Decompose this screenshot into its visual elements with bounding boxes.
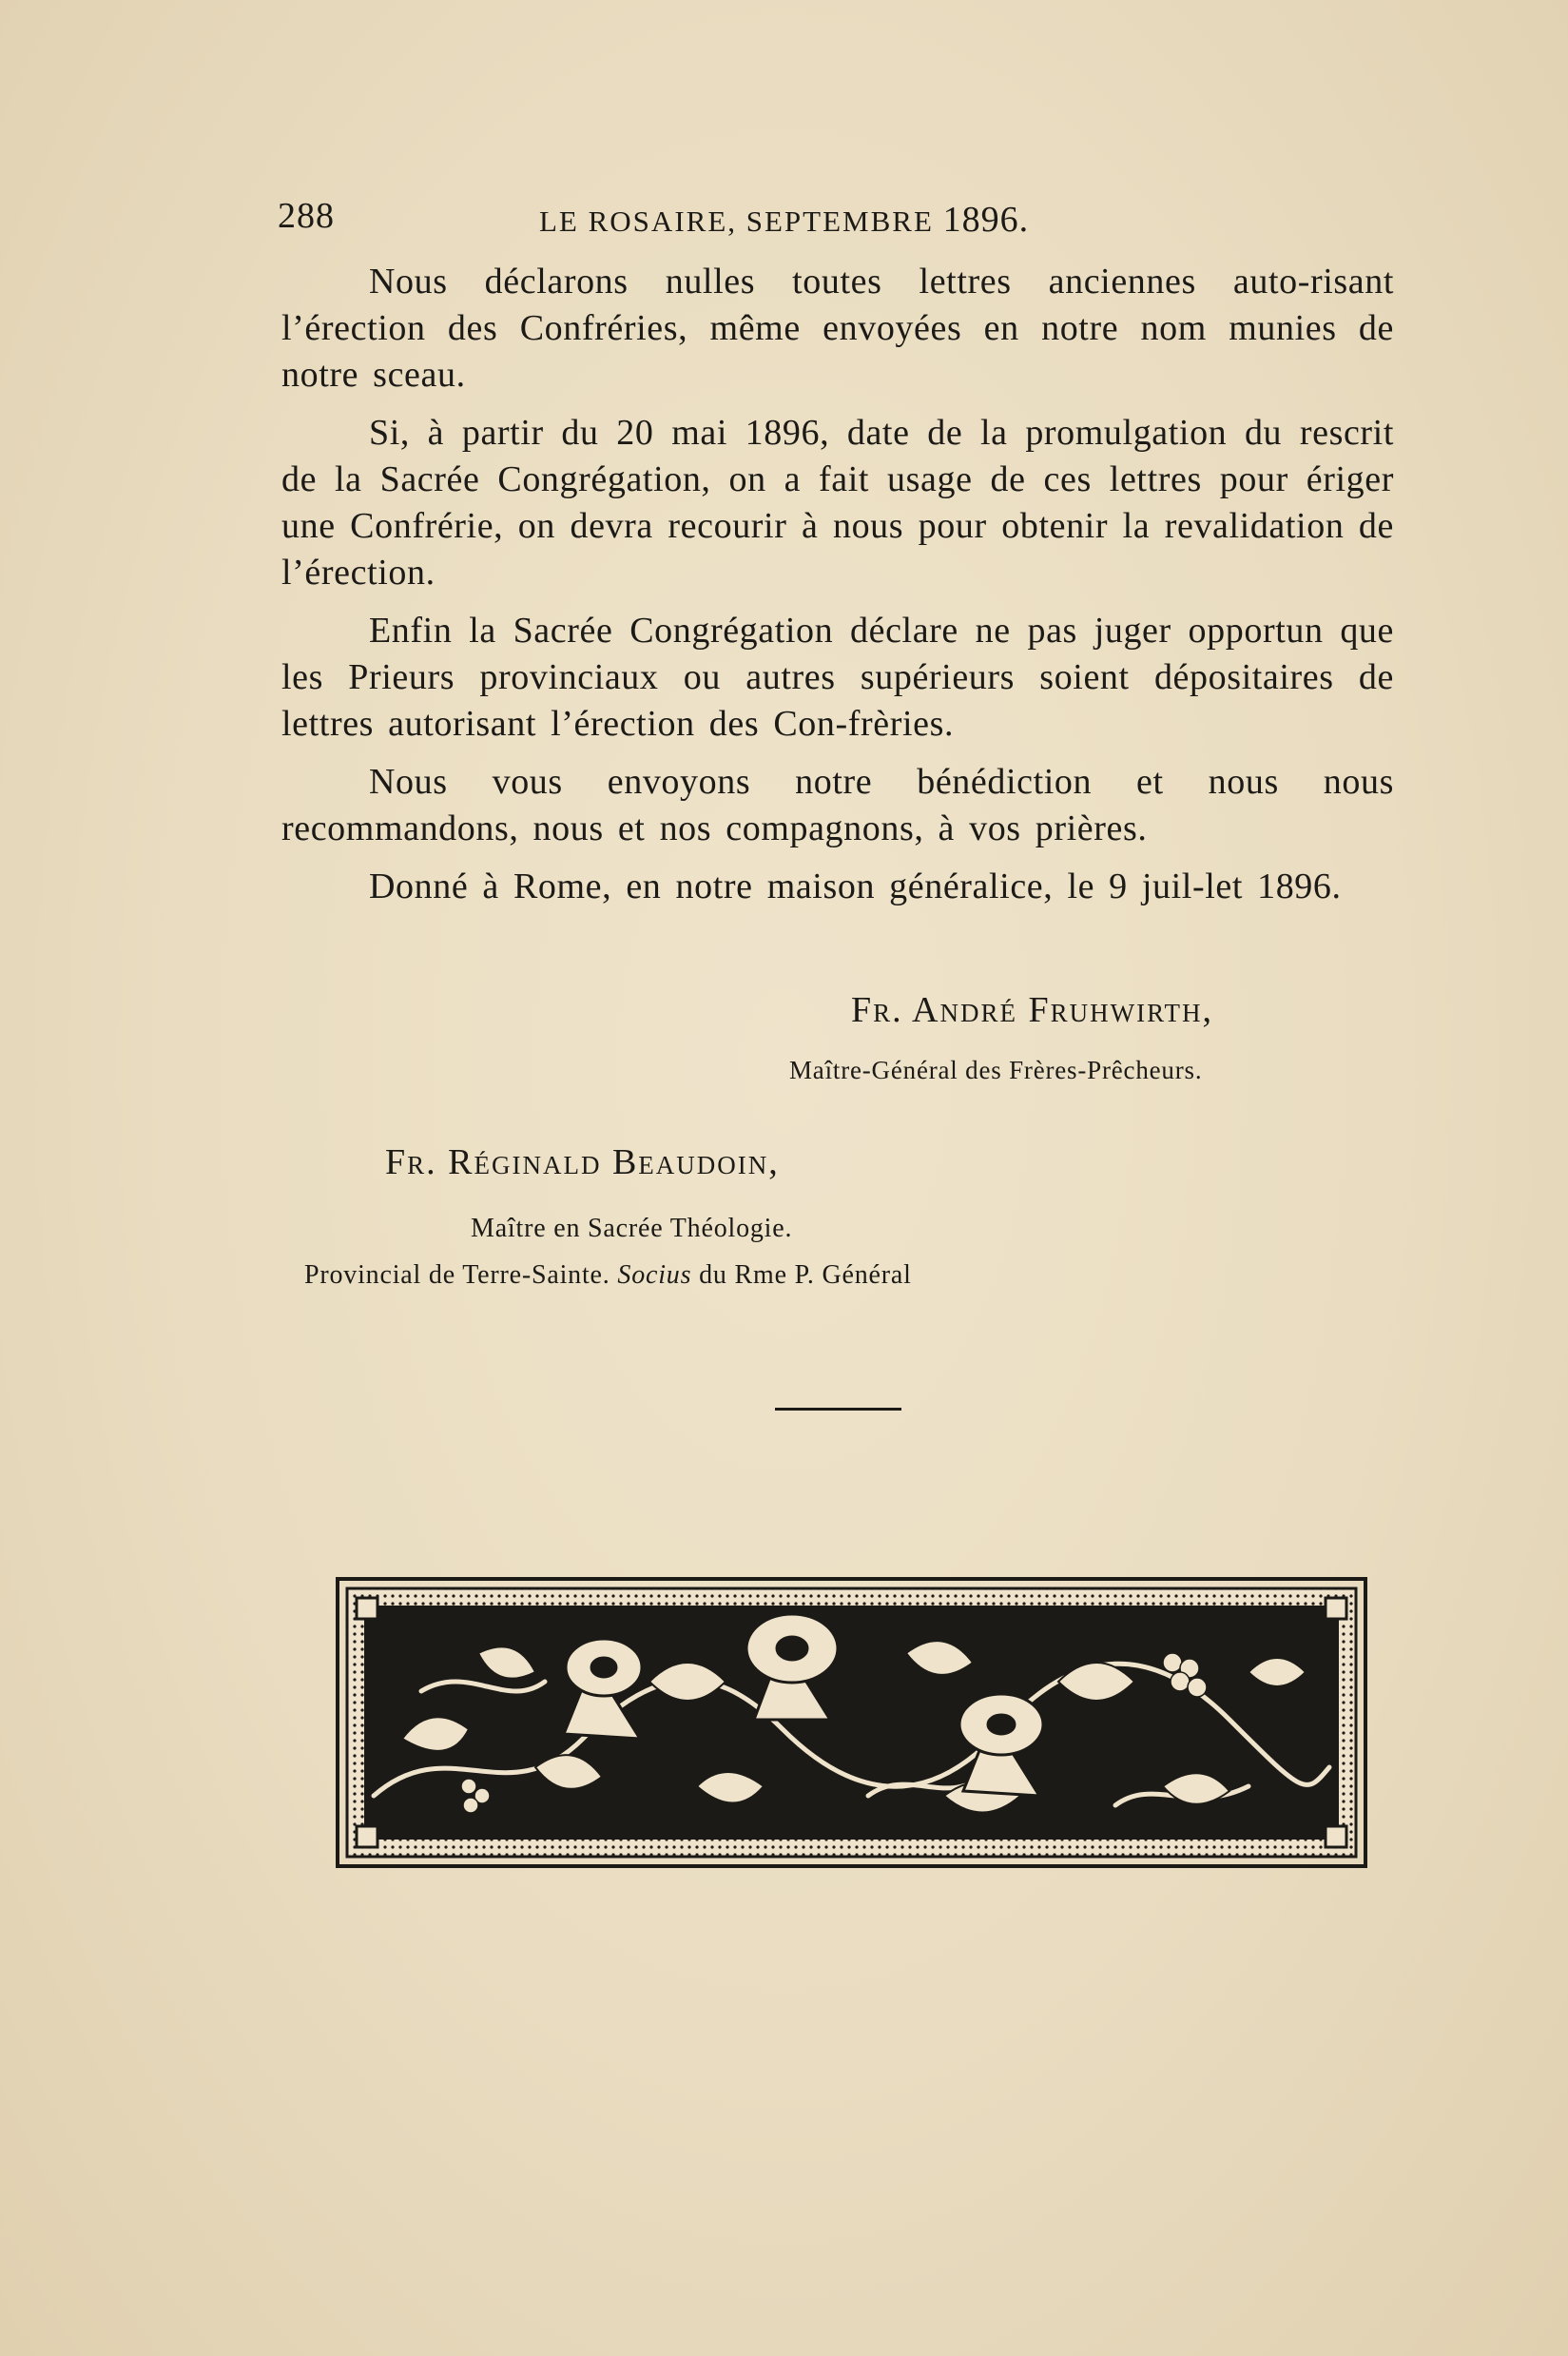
floral-vine-tailpiece-icon [336,1577,1367,1868]
section-rule [775,1408,901,1411]
signature-provincial-role [304,1260,912,1291]
role-socius: Socius [617,1260,692,1290]
page-header [278,195,1390,243]
paragraph: Nous vous envoyons notre bénédiction et nous nous recommandons, nous et nos compagnons, à vos prières. [281,762,1394,848]
paragraph: Nous déclarons nulles toutes lettres anciennes auto-risant l’érection des Confréries, même envoyées en notre nom munies de notre sceau. [281,262,1394,395]
paragraph: Enfin la Sacrée Congrégation déclare ne pas juger opportun que les Prieurs provinciaux ou autres supérieurs soient dépositaires de lettres autorisant l’érection des Con-frèries. [281,611,1394,744]
role-suffix: du Rme P. Général [699,1260,912,1290]
paragraph: Donné à Rome, en notre maison généralice, le 9 juil-let 1896. [369,866,1342,906]
body-text [281,259,1394,922]
signature-general-name: Fr. André Fruhwirth, [851,990,1213,1030]
signature-provincial-name: Fr. Réginald Beaudoin, [385,1142,780,1182]
role-prefix: Provincial de Terre-Sainte. [304,1260,610,1290]
signature-provincial-title: Maître en Sacrée Théologie. [471,1214,793,1243]
paragraph: Si, à partir du 20 mai 1896, date de la promulgation du rescrit de la Sacrée Congrégation, on a fait usage de ces lettres pour ériger une Confrérie, on devra recourir à nous pour obtenir la revalidation de l’érection. [281,413,1394,593]
page-number: 288 [278,196,335,236]
running-title [539,199,1029,241]
running-title-year: 1896. [942,200,1030,240]
running-title-text: LE ROSAIRE, SEPTEMBRE [539,204,934,238]
signature-general-title: Maître-Général des Frères-Prêcheurs. [789,1056,1203,1084]
